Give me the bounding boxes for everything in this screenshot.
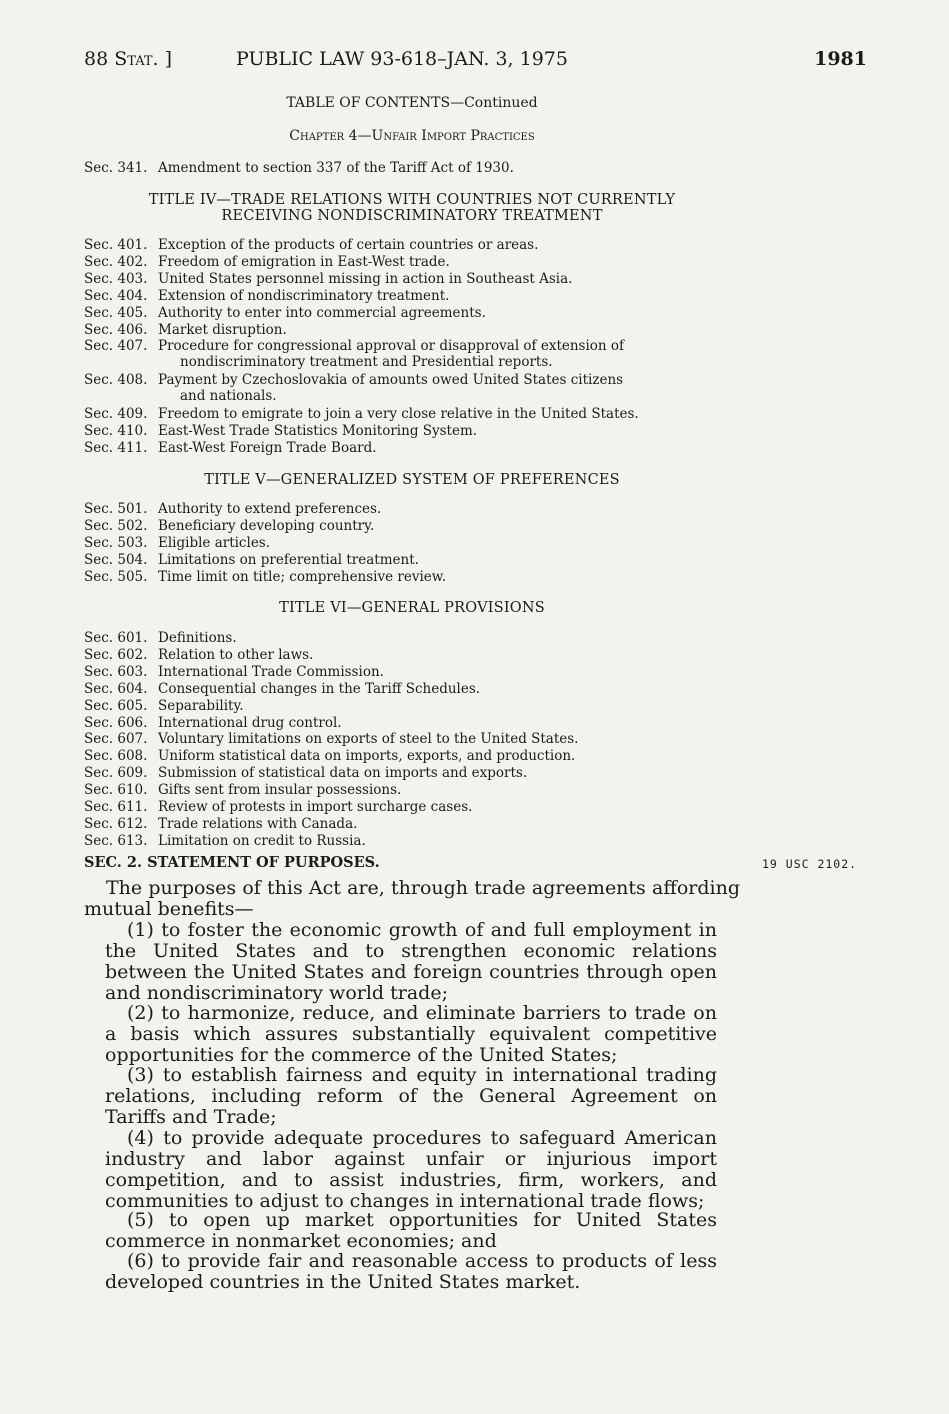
section-number: Sec. 603. bbox=[84, 663, 148, 680]
title-iv-line1: TITLE IV—TRADE RELATIONS WITH COUNTRIES NOT CURRENTLY bbox=[148, 192, 676, 208]
section-title: Gifts sent from insular possessions. bbox=[158, 782, 402, 799]
section-title: Freedom to emigrate to join a very close relative in the United States. bbox=[158, 406, 639, 422]
section-number: Sec. 403. bbox=[84, 270, 148, 287]
section-number: Sec. 606. bbox=[84, 714, 148, 731]
section-number: Sec. 405. bbox=[84, 304, 148, 321]
section-title: Beneficiary developing country. bbox=[158, 517, 375, 534]
toc-entry bbox=[84, 765, 527, 781]
section-title: Review of protests in import surcharge cases. bbox=[158, 799, 473, 815]
section-title: International Trade Commission. bbox=[158, 663, 384, 680]
section-title: Exception of the products of certain countries or areas. bbox=[158, 237, 539, 253]
toc-entry bbox=[84, 518, 374, 534]
section-title: International drug control. bbox=[158, 714, 342, 731]
section-title: Relation to other laws. bbox=[158, 646, 314, 663]
section-number: Sec. 410. bbox=[84, 422, 148, 439]
toc-entry bbox=[84, 630, 237, 646]
toc-entry bbox=[84, 731, 578, 747]
section-title: Freedom of emigration in East-West trade. bbox=[158, 253, 450, 270]
usc-citation: 19 USC 2102. bbox=[762, 857, 858, 871]
section-number: Sec. 504. bbox=[84, 551, 148, 568]
title-iv-line2: RECEIVING NONDISCRIMINATORY TREATMENT bbox=[221, 208, 603, 224]
toc-entry bbox=[84, 799, 472, 815]
title-vi-heading: TITLE VI—GENERAL PROVISIONS bbox=[279, 600, 545, 616]
toc-entry bbox=[84, 782, 401, 798]
section-title: Time limit on title; comprehensive review. bbox=[158, 568, 447, 585]
toc-entry bbox=[84, 237, 538, 253]
toc-entry bbox=[84, 552, 419, 568]
section-title-continued: nondiscriminatory treatment and Presidential reports. bbox=[180, 354, 553, 371]
title-v-heading: TITLE V—GENERALIZED SYSTEM OF PREFERENCES bbox=[204, 472, 620, 488]
purpose-item: (2) to harmonize, reduce, and eliminate barriers to trade on a basis which assures substantially equivalent competitive opportunities for the commerce of the United States; bbox=[105, 1002, 717, 1066]
section-number: Sec. 601. bbox=[84, 630, 148, 646]
toc-entry bbox=[84, 271, 572, 287]
section-title: Market disruption. bbox=[158, 321, 287, 338]
toc-entry bbox=[84, 816, 357, 832]
section-number: Sec. 611. bbox=[84, 799, 148, 815]
section-title: Payment by Czechoslovakia of amounts owed United States citizens bbox=[158, 372, 624, 389]
section-number: Sec. 613. bbox=[84, 832, 148, 849]
toc-entry bbox=[84, 833, 366, 849]
section-title: Definitions. bbox=[158, 630, 237, 646]
toc-title: TABLE OF CONTENTS—Continued bbox=[286, 95, 538, 111]
section-number: Sec. 406. bbox=[84, 321, 148, 338]
section-number: Sec. 404. bbox=[84, 287, 148, 304]
section-title-continued: and nationals. bbox=[180, 388, 277, 405]
section-title: Eligible articles. bbox=[158, 534, 271, 551]
section-number: Sec. 401. bbox=[84, 237, 148, 253]
section-number: Sec. 501. bbox=[84, 501, 148, 517]
section-number: Sec. 609. bbox=[84, 765, 148, 782]
stat-volume: 88 Stat. ] bbox=[84, 48, 173, 70]
section-number: Sec. 411. bbox=[84, 439, 148, 456]
section-number: Sec. 607. bbox=[84, 731, 148, 748]
section-title: Consequential changes in the Tariff Schedules. bbox=[158, 680, 481, 697]
section-title: Authority to enter into commercial agreements. bbox=[158, 304, 486, 321]
toc-entry bbox=[84, 160, 514, 176]
toc-entry bbox=[84, 569, 446, 585]
section-heading: SEC. 2. STATEMENT OF PURPOSES. bbox=[84, 854, 380, 871]
toc-entry bbox=[84, 338, 624, 370]
page-number: 1981 bbox=[814, 48, 867, 70]
purpose-item: (5) to open up market opportunities for United States commerce in nonmarket economies; and bbox=[105, 1209, 717, 1252]
section-title: Separability. bbox=[158, 697, 244, 714]
toc-entry bbox=[84, 748, 575, 764]
toc-entry bbox=[84, 372, 623, 404]
section-title: Trade relations with Canada. bbox=[158, 815, 358, 832]
purpose-item: (3) to establish fairness and equity in international trading relations, including reform of the General Agreement on Tariffs and Trade; bbox=[105, 1064, 717, 1128]
section-title: Uniform statistical data on imports, exports, and production. bbox=[158, 748, 576, 765]
purpose-item: (1) to foster the economic growth of and full employment in the United States and to strengthen economic relations between the United States and foreign countries through open and nondiscriminatory world trade; bbox=[105, 919, 717, 1004]
section-title: Submission of statistical data on imports and exports. bbox=[158, 765, 528, 782]
toc-entry bbox=[84, 647, 313, 663]
section-number: Sec. 502. bbox=[84, 517, 148, 534]
section-number: Sec. 605. bbox=[84, 697, 148, 714]
section-title: Limitations on preferential treatment. bbox=[158, 551, 419, 568]
purposes-intro: The purposes of this Act are, through trade agreements affording mutual benefits— bbox=[84, 877, 740, 920]
section-number: Sec. 402. bbox=[84, 253, 148, 270]
toc-entry bbox=[84, 423, 477, 439]
section-number: Sec. 407. bbox=[84, 338, 148, 355]
toc-entry bbox=[84, 322, 287, 338]
section-title: Limitation on credit to Russia. bbox=[158, 832, 366, 849]
toc-entry bbox=[84, 440, 377, 456]
chapter-heading: Chapter 4—Unfair Import Practices bbox=[289, 128, 535, 144]
section-number: Sec. 408. bbox=[84, 372, 148, 389]
toc-entry bbox=[84, 698, 244, 714]
section-title: United States personnel missing in action in Southeast Asia. bbox=[158, 270, 573, 287]
section-number: Sec. 608. bbox=[84, 748, 148, 765]
section-number: Sec. 409. bbox=[84, 406, 148, 422]
purpose-item: (4) to provide adequate procedures to safeguard American industry and labor against unfair or injurious import competition, and to assist industries, firm, workers, and communities to adjust to changes in international trade flows; bbox=[105, 1127, 717, 1212]
section-number: Sec. 602. bbox=[84, 646, 148, 663]
toc-entry bbox=[84, 288, 449, 304]
toc-entry bbox=[84, 715, 342, 731]
section-number: Sec. 503. bbox=[84, 534, 148, 551]
section-number: Sec. 604. bbox=[84, 680, 148, 697]
section-number: Sec. 341. bbox=[84, 160, 148, 176]
toc-entry bbox=[84, 305, 486, 321]
section-number: Sec. 612. bbox=[84, 815, 148, 832]
toc-entry bbox=[84, 254, 450, 270]
toc-entry bbox=[84, 664, 384, 680]
toc-entry bbox=[84, 535, 270, 551]
section-title: Amendment to section 337 of the Tariff Act of 1930. bbox=[158, 160, 514, 176]
law-title: PUBLIC LAW 93-618–JAN. 3, 1975 bbox=[236, 48, 568, 70]
section-number: Sec. 610. bbox=[84, 782, 148, 799]
section-title: East-West Foreign Trade Board. bbox=[158, 439, 377, 456]
section-title: Authority to extend preferences. bbox=[158, 501, 382, 517]
toc-entry bbox=[84, 681, 480, 697]
toc-entry bbox=[84, 501, 381, 517]
toc-entry bbox=[84, 406, 639, 422]
section-title: Procedure for congressional approval or disapproval of extension of bbox=[158, 338, 625, 355]
purpose-item: (6) to provide fair and reasonable access to products of less developed countries in the United States market. bbox=[105, 1250, 717, 1293]
section-number: Sec. 505. bbox=[84, 568, 148, 585]
section-title: East-West Trade Statistics Monitoring System. bbox=[158, 422, 478, 439]
section-title: Extension of nondiscriminatory treatment. bbox=[158, 287, 450, 304]
section-title: Voluntary limitations on exports of steel to the United States. bbox=[158, 731, 579, 748]
